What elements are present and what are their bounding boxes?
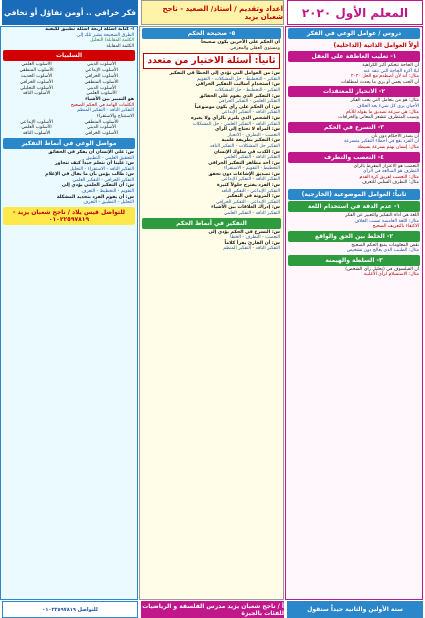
mcq-a5: التفكير الناقد - التفكير العلمي - حل المشكلات — [192, 121, 280, 127]
mcq-a4: التفكير الناقد - التفكير الإبداعي — [221, 110, 280, 116]
footer-left: للتواصل ٠١٠٢٢٥٩٧٨١٩ — [2, 601, 138, 618]
left-bottom-q3: س: طالب يؤمن بأن ما يقال في الإعلام — [45, 172, 134, 178]
item4-line3: مثال: التعصب لفريق كرة القدم — [359, 174, 419, 180]
pair-cell: الأسلوب الخرافي — [20, 79, 53, 85]
left-bottom-q1: س: على الإنسان أن يفكر في الحقائق — [48, 149, 134, 155]
footer-middle: أ / ناجح شعبان يزيد مدرس الفلسفة و الرياضيات للفئات بالجيزة — [142, 602, 284, 617]
pair-cell: الأسلوب الخرافي — [85, 131, 118, 137]
right-column — [285, 26, 423, 600]
left-band-thinking-patterns: مواصل الوعي في أنماط التفكير — [3, 138, 135, 149]
ext-item2-line2: مثال: الطبيب الذي يعالج دون تشخيص — [346, 248, 419, 254]
pair-cell: الأسلوب الإبداعي — [20, 119, 53, 125]
mcq-q5: س: الشخص الذي يلتزم بالرأي ولا يغيره — [190, 115, 280, 121]
left-bottom-a5: التحليل - التطبيق - التعرف — [83, 200, 134, 206]
pair-cell: الأسلوب التحليلي — [20, 85, 53, 91]
middle-intro-line2: ومستوى العقلي والمعرفي — [230, 45, 280, 51]
pair-cell: الأسلوب الخرافي — [85, 73, 118, 79]
item4-line1: التعصب هو الاعتزاز المفرط بالرأي — [353, 163, 419, 169]
middle-sub-band: التفكير في أنماط الحكم — [142, 218, 281, 229]
item4-line2: التطرف هو المبالغة في الرأي — [362, 169, 419, 175]
pair-cell: الأسلوب المنطقي — [19, 68, 54, 74]
ext-item2-title: ٢- الخلط بين الحق والواقع — [288, 231, 420, 242]
mcq-a12: التفكير الإبداعي - التفكير الخرافي — [215, 199, 280, 205]
pair-cell: الأسلوب العلمي — [86, 91, 117, 97]
pair-cell: الأسلوب المنطقي — [84, 119, 119, 125]
ext-item1-line2: مثال: اللغة الغامضة تسبب الخلاف — [354, 218, 419, 224]
middle-tail-a2: التفكير الناقد - التفكير المنظم — [223, 246, 280, 252]
right-header-title: المعلم الأول ٢٠٢٠ — [287, 0, 423, 25]
ext-item3-title: ٣- السلطة والهيمنة — [288, 255, 420, 266]
pair-cell: الأسلوب الناقد — [22, 131, 51, 137]
item1-line1: أن الحاجة تتحكم أكبر الكراهية — [362, 63, 419, 68]
mcq-q12: س: المرونة في التفكير — [226, 194, 280, 200]
mcq-q6: س: المرأة لا تحتاج إلى الرأي — [215, 127, 280, 133]
pair-cell: الأسلوب المنطقي — [84, 79, 119, 85]
middle-top-band: ٥- صحيحة الحكم — [142, 28, 281, 39]
section-internal-factors: أولاً العوامل الذاتية (الداخلية) — [333, 42, 419, 49]
middle-tail-a1: التعصب - التطرف - الخطأ — [230, 235, 280, 241]
left-top-line3: الكلمة المقابلة/ التحليل — [89, 38, 134, 44]
ext-item3-line1: أن الفيلسوف في (تحليل رأي الشخص) — [345, 266, 419, 272]
mcq-q4: س: أن الحكم على رأي يكون موضوعياً — [194, 104, 280, 110]
ext-item1-line1: اللغة هي أداة التفكير والتعبير عن الفكر — [345, 212, 419, 218]
mcq-q9: س: أحد مظاهر التفكير الخرافي — [208, 160, 280, 166]
mcq-section-title: ثانياً: أسئلة الاختيار من متعدد — [143, 53, 280, 69]
item3-line2: أن الفرد يقع في أخطاء التفكير متسرعة — [343, 139, 419, 145]
pair-cell: الأسلوب الديني — [86, 125, 116, 131]
item2-title: ٢- الانحياز للمعتقدات — [288, 86, 420, 97]
left-mid-line3: التفكير الناقد - التفكير المنظم — [77, 108, 134, 114]
mcq-q10: س: تصديق الإشاعات دون تحقق — [208, 171, 280, 177]
pair-row — [1, 131, 137, 137]
mcq-a3: التفكير العلمي - التفكير الخرافي — [218, 99, 280, 105]
left-top-line2: الطرق الصحيحة يشير تلك إلى — [76, 32, 134, 38]
pair-cell: الأسلوب الديني — [86, 62, 116, 68]
left-mid-line4: الاستنتاج والاستقراء — [96, 113, 134, 119]
mcq-a8: التفكير الناقد - التفكير العلمي — [223, 155, 280, 161]
pair-cell: الأسلوب الناقد — [22, 91, 51, 97]
item1-line2: ليلا أكره الحاجة التي تنقد عنه — [363, 68, 419, 74]
left-band-negatives: السلبيات — [3, 50, 135, 61]
item1-line4: أن الحب يعمي أو يرى ما يحدث لمطلقات — [340, 79, 419, 85]
middle-tail-q1: س: التسرع في الحكم يؤدي إلى — [208, 229, 280, 235]
left-column — [0, 26, 138, 600]
item3-line1: أن يصدر الأحكام دون تأن — [371, 133, 419, 139]
pair-cell: الأسلوب العلمي — [21, 125, 52, 131]
mcq-a10: التفكير الناقد - التفكير الإبداعي — [221, 177, 280, 183]
pair-cell: الأسلوب الإبداعي — [85, 68, 118, 74]
footer-right: ستة الأولين والثانية جيداً ستقول — [287, 601, 423, 618]
ext-item3-line2: مثال: الاستسلام لرأي الأغلبية — [363, 272, 419, 278]
mcq-a2: التفكير - التخطيط - حل المشكلات — [214, 87, 280, 93]
item3-line3: مثال: إنسان يهتم بسرعة بسيطة — [357, 144, 419, 150]
left-top-line4: الكلمة المقابلة — [106, 43, 134, 49]
item4-line4: مثال: التطرف السلبي للتعرف — [362, 180, 419, 186]
right-top-band: دروس / عوامل الوعي في الفكر — [288, 28, 420, 39]
item1-line3: مثال: أنه لأن أصطدم مع الحل ٢٠٢٠ — [350, 74, 419, 80]
ext-item1-title: ١- عدم الدقة في استخدام اللغة — [288, 201, 420, 212]
mcq-a11: التفكير الإبداعي - التفكير الناقد — [221, 188, 280, 194]
mcq-a7: التفكير حل المشكلات - التفكير الناقد — [209, 143, 280, 149]
mcq-a9: التخطيط - التقويم - الاستقراء — [223, 166, 280, 172]
item1-title: ١- تغليب العاطفة على العقل — [288, 51, 420, 62]
left-top-line1: أ- كتابة أسئلة أربعة أسئلة تطبيق لكيفية — [45, 27, 134, 32]
ext-item1-line3: الاكتفاء بالتعريف الصحيح — [372, 224, 419, 230]
middle-intro-line1: أن الحكم على الآخرين يكون صحيحاً — [201, 40, 280, 45]
left-mid-line2: الكلمات الهامة في الحكم الصحيح — [70, 102, 134, 108]
middle-tail-q2: س: أن القارئ يقرأ كلاماً — [224, 240, 280, 246]
item4-title: ٤- التعصب والتطرف — [288, 152, 420, 163]
mcq-q13: س: إدراك العلاقات بين الأشياء — [211, 205, 280, 211]
mcq-q2: س: استخدام أساليب التفكير الخرافي — [195, 82, 280, 88]
middle-column — [139, 26, 284, 600]
left-bottom-a2: التفكير الناقد - الاستقراء - التحليل — [69, 166, 134, 172]
item2-line1: مثال: هو من يتعامل التي يحب الفكر — [350, 98, 419, 104]
item2-line2: الأحيان يرى كل شيء بعد الخلاف — [356, 103, 419, 109]
left-bottom-q2: س: علينا أن نتعلم جيداً كيف نتحاور — [55, 161, 134, 167]
left-bottom-a4: التقويم - التخطيط - التعرف — [81, 189, 134, 195]
left-header-title: فكر خرافي .. أومن تفاؤل أو تخافي — [2, 0, 138, 25]
mcq-q11: س: الفرد يقترح حلولاً كثيرة — [217, 183, 280, 189]
mcq-a6: التعصب - التطرف - الانحياز — [227, 132, 280, 138]
middle-header-title: اعداد وتقديم / أستاذ/ الصعيد - ناجح شعبان يزيد — [141, 0, 284, 25]
pair-cell: الأسلوب الحديث — [20, 73, 53, 79]
left-mid-line1: هو التمييز بين الأشياء — [85, 97, 134, 103]
left-bottom-a3: التفكير الخرافي - التفكير العلمي — [72, 177, 134, 183]
contact-box: للتواصل قيس يلاد / ناجح شعبان يزيد - ٠١٠٢٢٥٩٧٨١٩ — [3, 207, 135, 225]
mcq-a13: التفكير الناقد - التفكير العلمي — [223, 211, 280, 217]
mcq-q3: س: التفكير الذي يقوم على الحقائق — [199, 93, 280, 99]
item2-line3: مثال: هي سرعة تصديق ما يقوله للأيام — [346, 109, 419, 115]
left-bottom-q4: س: أن التفكير العلمي يؤدي إلى — [61, 183, 134, 189]
pair-cell: الأسلوب العلمي — [21, 62, 52, 68]
mcq-q7: س: التفكير بطريقة علمية — [221, 138, 280, 144]
left-bottom-q5: س: أن يقوم الفرد بتحديد المشكلة — [56, 194, 134, 200]
item3-title: ٣- التسرع في الحكم — [288, 122, 420, 133]
item2-line4: وسيب المتطرف تتشعر المعاني والخرافات — [338, 115, 419, 121]
mcq-a1: التفكير - التخطيط - حل المشكلات - التقويم — [196, 76, 280, 82]
mcq-q1: س: من العوامل التي تؤدي إلى الخطأ في التفكير — [169, 71, 280, 77]
mcq-q8: س: الكذب في سلوك الإنسان — [214, 149, 280, 155]
pair-cell: الأسلوب الديني — [86, 85, 116, 91]
section-external-factors: ثانياً: العوامل الموضوعية (الخارجية) — [288, 189, 420, 200]
ext-item2-line1: نقص المعلومات يمنع الحكم الصحيح — [351, 242, 419, 248]
left-bottom-a1: التحقيق العلمي - التطبيق — [86, 155, 134, 161]
